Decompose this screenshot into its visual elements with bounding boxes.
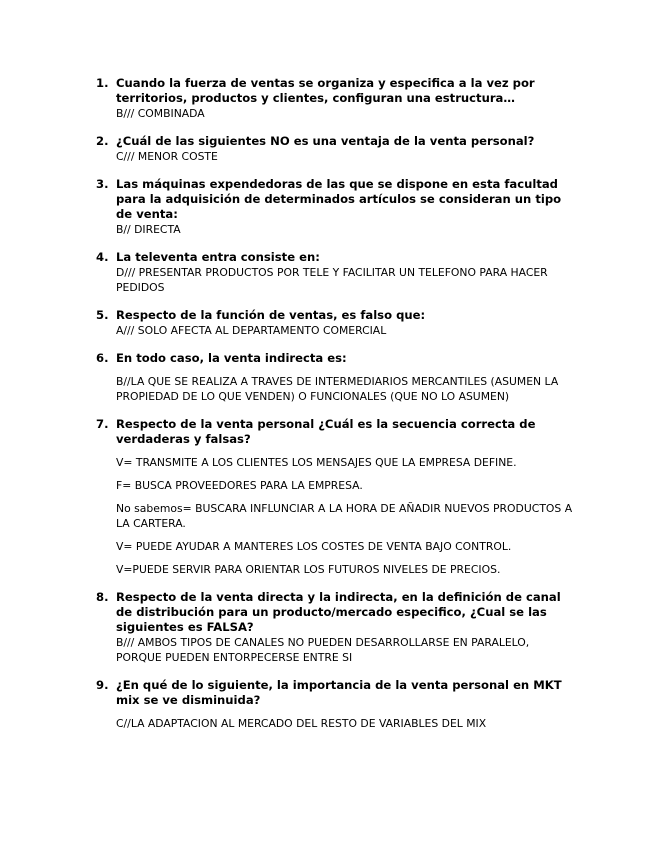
question-item-3 [96,177,576,237]
question-list [96,76,576,744]
answer-text: C/// MENOR COSTE [116,150,218,163]
question-item-4 [96,250,576,295]
answer-text: C//LA ADAPTACION AL MERCADO DEL RESTO DE VARIABLES DEL MIX [116,717,487,730]
question-text: En todo caso, la venta indirecta es: [116,351,347,365]
question-item-2 [96,134,576,164]
question-text: Las máquinas expendedoras de las que se dispone en esta facultad para la adquisición de determinados artículos se consideran un tipo de venta: [116,177,562,221]
question-number: 7. [96,417,109,431]
question-item-9 [96,678,576,731]
question-text: Respecto de la función de ventas, es falso que: [116,308,426,322]
question-text: Respecto de la venta personal ¿Cuál es la secuencia correcta de verdaderas y falsas? [116,417,536,446]
question-item-1 [96,76,576,121]
question-item-5 [96,308,576,338]
question-number: 1. [96,76,109,90]
question-item-6 [96,351,576,404]
question-item-7 [96,417,576,577]
question-number: 6. [96,351,109,365]
question-text: Respecto de la venta directa y la indirecta, en la definición de canal de distribución para un producto/mercado especifico, ¿Cual se las siguientes es FALSA? [116,590,561,634]
question-number: 2. [96,134,109,148]
answer-text: D/// PRESENTAR PRODUCTOS POR TELE Y FACILITAR UN TELEFONO PARA HACER PEDIDOS [116,266,548,294]
question-text: ¿En qué de lo siguiente, la importancia de la venta personal en MKT mix se ve disminuida? [116,678,562,707]
answer-statement-1: V= TRANSMITE A LOS CLIENTES LOS MENSAJES QUE LA EMPRESA DEFINE. [116,456,517,469]
question-number: 8. [96,590,109,604]
answer-statement-5: V=PUEDE SERVIR PARA ORIENTAR LOS FUTUROS NIVELES DE PRECIOS. [116,563,501,576]
answer-text: B//LA QUE SE REALIZA A TRAVES DE INTERMEDIARIOS MERCANTILES (ASUMEN LA PROPIEDAD DE LO QUE VENDEN) O FUNCIONALES (QUE NO LO ASUMEN) [116,375,559,403]
question-number: 5. [96,308,109,322]
question-number: 3. [96,177,109,191]
answer-text: B// DIRECTA [116,223,181,236]
question-text: La televenta entra consiste en: [116,250,320,264]
answer-statement-2: F= BUSCA PROVEEDORES PARA LA EMPRESA. [116,479,363,492]
question-text: Cuando la fuerza de ventas se organiza y especifica a la vez por territorios, productos y clientes, configuran una estructura… [116,76,535,105]
answer-text: B/// COMBINADA [116,107,205,120]
question-number: 9. [96,678,109,692]
answer-text: A/// SOLO AFECTA AL DEPARTAMENTO COMERCIAL [116,324,387,337]
question-number: 4. [96,250,109,264]
question-item-8 [96,590,576,665]
answer-statement-3: No sabemos= BUSCARA INFLUNCIAR A LA HORA DE AÑADIR NUEVOS PRODUCTOS A LA CARTERA. [116,502,573,530]
question-text: ¿Cuál de las siguientes NO es una ventaja de la venta personal? [116,134,535,148]
answer-text: B/// AMBOS TIPOS DE CANALES NO PUEDEN DESARROLLARSE EN PARALELO, PORQUE PUEDEN ENTORPECERSE ENTRE SI [116,636,530,664]
answer-statement-4: V= PUEDE AYUDAR A MANTERES LOS COSTES DE VENTA BAJO CONTROL. [116,540,512,553]
